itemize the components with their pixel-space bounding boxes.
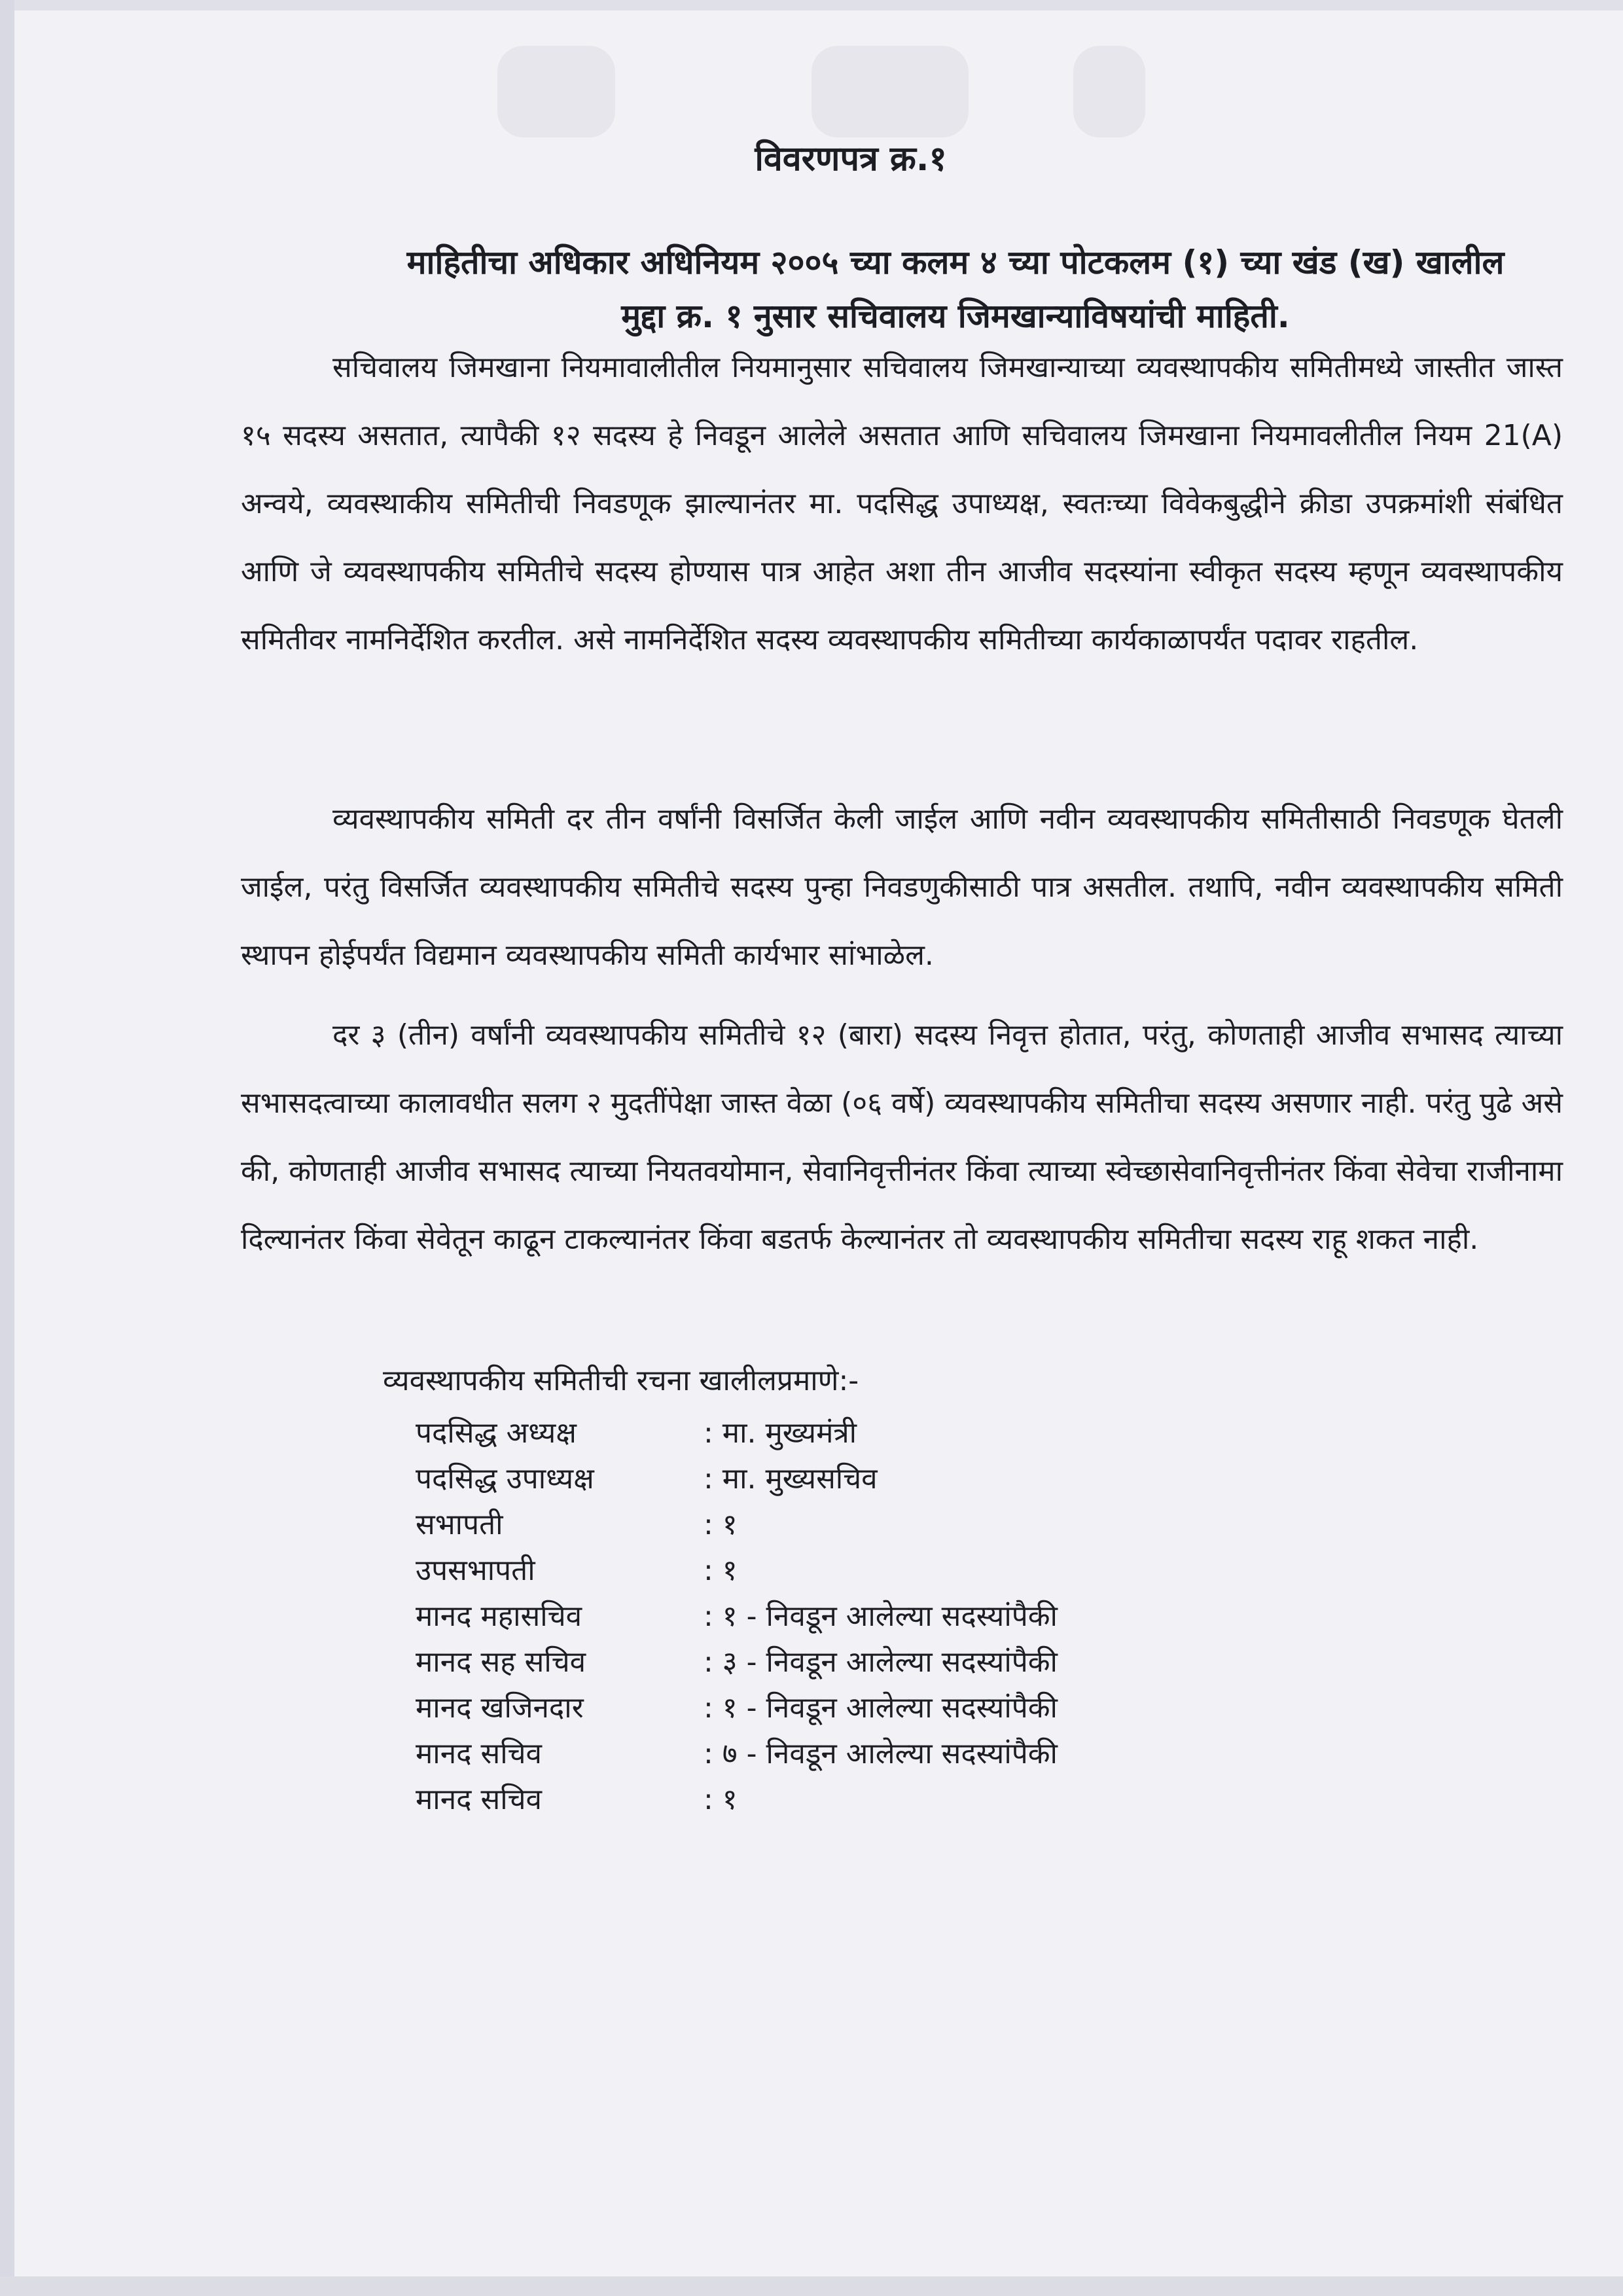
bleed-through-mark	[812, 46, 969, 137]
committee-role: पदसिद्ध उपाध्यक्ष	[416, 1462, 594, 1496]
committee-row	[383, 1456, 1495, 1502]
committee-value: : १	[704, 1554, 738, 1587]
committee-row	[383, 1502, 1495, 1548]
bleed-through-mark	[497, 46, 615, 137]
committee-row	[383, 1685, 1495, 1731]
subheading-line-1: माहितीचा अधिकार अधिनियम २००५ च्या कलम ४ च्या पोटकलम (१) च्या खंड (ख) खालील	[406, 243, 1505, 281]
scan-edge-top	[0, 0, 1623, 10]
committee-row	[383, 1548, 1495, 1594]
committee-heading: व्यवस्थापकीय समितीची रचना खालीलप्रमाणे:-	[383, 1364, 859, 1397]
scan-edge-left	[0, 0, 14, 2296]
committee-row	[383, 1594, 1495, 1640]
committee-value: : १	[704, 1783, 738, 1816]
subheading-line-2: मुद्दा क्र. १ नुसार सचिवालय जिमखान्याविषयांची माहिती.	[621, 297, 1290, 335]
committee-value: : १ - निवडून आलेल्या सदस्यांपैकी	[704, 1600, 1058, 1633]
committee-role: मानद सचिव	[416, 1737, 543, 1770]
committee-value: : ३ - निवडून आलेल्या सदस्यांपैकी	[704, 1645, 1058, 1679]
scan-edge-bottom	[0, 2276, 1623, 2296]
committee-value: : ७ - निवडून आलेल्या सदस्यांपैकी	[704, 1737, 1058, 1770]
committee-value: : १	[704, 1508, 738, 1541]
committee-role: मानद खजिनदार	[416, 1691, 584, 1725]
committee-composition	[383, 1358, 1495, 1823]
paragraph-2: व्यवस्थापकीय समिती दर तीन वर्षांनी विसर्जित केली जाईल आणि नवीन व्यवस्थापकीय समितीसाठी निवडणूक घेतली जाईल, परंतु विसर्जित व्यवस्थापकीय समितीचे सदस्य पुन्हा निवडणुकीसाठी पात्र असतील. तथापि, नवीन व्यवस्थापकीय समिती स्थापन होईपर्यंत विद्यमान व्यवस्थापकीय समिती कार्यभार सांभाळेल.	[241, 802, 1563, 972]
bleed-through-mark	[1073, 46, 1145, 137]
committee-role: मानद महासचिव	[416, 1600, 582, 1633]
committee-value: : मा. मुख्यमंत्री	[704, 1416, 857, 1450]
committee-role: मानद सह सचिव	[416, 1645, 586, 1679]
document-title: विवरणपत्र क्र.१	[755, 139, 947, 179]
committee-value: : मा. मुख्यसचिव	[704, 1462, 878, 1496]
committee-role: उपसभापती	[416, 1554, 535, 1587]
committee-row	[383, 1410, 1495, 1456]
paragraph-3: दर ३ (तीन) वर्षांनी व्यवस्थापकीय समितीचे १२ (बारा) सदस्य निवृत्त होतात, परंतु, कोणताही आजीव सभासद त्याच्या सभासदत्वाच्या कालावधीत सलग २ मुदतींपेक्षा जास्त वेळा (०६ वर्षे) व्यवस्थापकीय समितीचा सदस्य असणार नाही. परंतु पुढे असे की, कोणताही आजीव सभासद त्याच्या नियतवयोमान, सेवानिवृत्तीनंतर किंवा त्याच्या स्वेच्छासेवानिवृत्तीनंतर किंवा सेवेचा राजीनामा दिल्यानंतर किंवा सेवेतून काढून टाकल्यानंतर किंवा बडतर्फ केल्यानंतर तो व्यवस्थापकीय समितीचा सदस्य राहू शकत नाही.	[241, 1018, 1563, 1256]
committee-row	[383, 1640, 1495, 1685]
committee-row	[383, 1777, 1495, 1823]
committee-value: : १ - निवडून आलेल्या सदस्यांपैकी	[704, 1691, 1058, 1725]
document-subheading	[340, 236, 1571, 343]
paragraph-1: सचिवालय जिमखाना नियमावालीतील नियमानुसार सचिवालय जिमखान्याच्या व्यवस्थापकीय समितीमध्ये जास्तीत जास्त १५ सदस्य असतात, त्यापैकी १२ सदस्य हे निवडून आलेले असतात आणि सचिवालय जिमखाना नियमावलीतील नियम 21(A) अन्वये, व्यवस्थाकीय समितीची निवडणूक झाल्यानंतर मा. पदसिद्ध उपाध्यक्ष, स्वतःच्या विवेकबुद्धीने क्रीडा उपक्रमांशी संबंधित आणि जे व्यवस्थापकीय समितीचे सदस्य होण्यास पात्र आहेत अशा तीन आजीव सदस्यांना स्वीकृत सदस्य म्हणून व्यवस्थापकीय समितीवर नामनिर्देशित करतील. असे नामनिर्देशित सदस्य व्यवस्थापकीय समितीच्या कार्यकाळापर्यंत पदावर राहतील.	[241, 351, 1563, 656]
committee-role: सभापती	[416, 1508, 503, 1541]
committee-row	[383, 1731, 1495, 1777]
committee-role: पदसिद्ध अध्यक्ष	[416, 1416, 577, 1450]
committee-role: मानद सचिव	[416, 1783, 543, 1816]
